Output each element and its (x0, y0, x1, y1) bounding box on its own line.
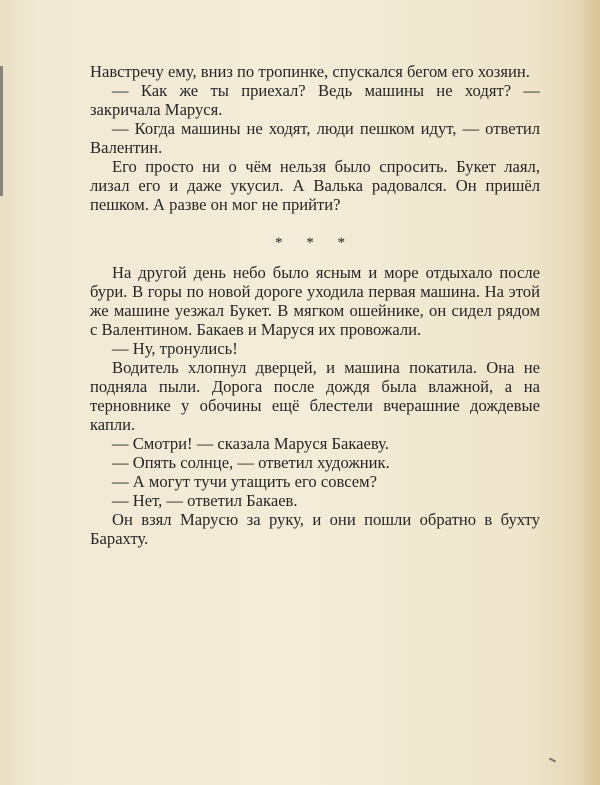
ink-speck (549, 757, 556, 762)
paragraph-6: — Ну, тронулись! (112, 339, 238, 358)
paragraph-1: Навстречу ему, вниз по тропинке, спускался бегом его хозяин. (90, 62, 530, 81)
page-edge-stain (578, 0, 600, 785)
binding-edge-mark (0, 66, 3, 196)
paragraph-9: — Опять солнце, — ответил художник. (112, 453, 390, 472)
section-separator: * * * (275, 235, 355, 251)
paragraph-12: Он взял Марусю за руку, и они пошли обратно в бухту Барахту. (90, 510, 540, 548)
paragraph-5: На другой день небо было ясным и море отдыхало после бури. В горы по новой дороге уходила первая машина. На этой же машине уезжал Букет. В мягком ошейнике, он сидел рядом с Валентином. Бакаев и Маруся их провожали. (90, 263, 540, 339)
paragraph-7: Водитель хлопнул дверцей, и машина покатила. Она не подняла пыли. Дорога после дождя была влажной, а на терновнике у обочины ещё блестели вчерашние дождевые капли. (90, 358, 540, 434)
page-text (90, 62, 540, 548)
paragraph-3: — Когда машины не ходят, люди пешком идут, — ответил Валентин. (90, 119, 540, 157)
paragraph-8: — Смотри! — сказала Маруся Бакаеву. (112, 434, 389, 453)
paragraph-11: — Нет, — ответил Бакаев. (112, 491, 298, 510)
paragraph-4: Его просто ни о чём нельзя было спросить. Букет лаял, лизал его и даже укусил. А Валька радовался. Он пришёл пешком. А разве он мог не прийти? (90, 157, 540, 214)
paragraph-2: — Как же ты приехал? Ведь машины не ходят? — закричала Маруся. (90, 81, 540, 119)
paragraph-10: — А могут тучи утащить его совсем? (112, 472, 378, 491)
